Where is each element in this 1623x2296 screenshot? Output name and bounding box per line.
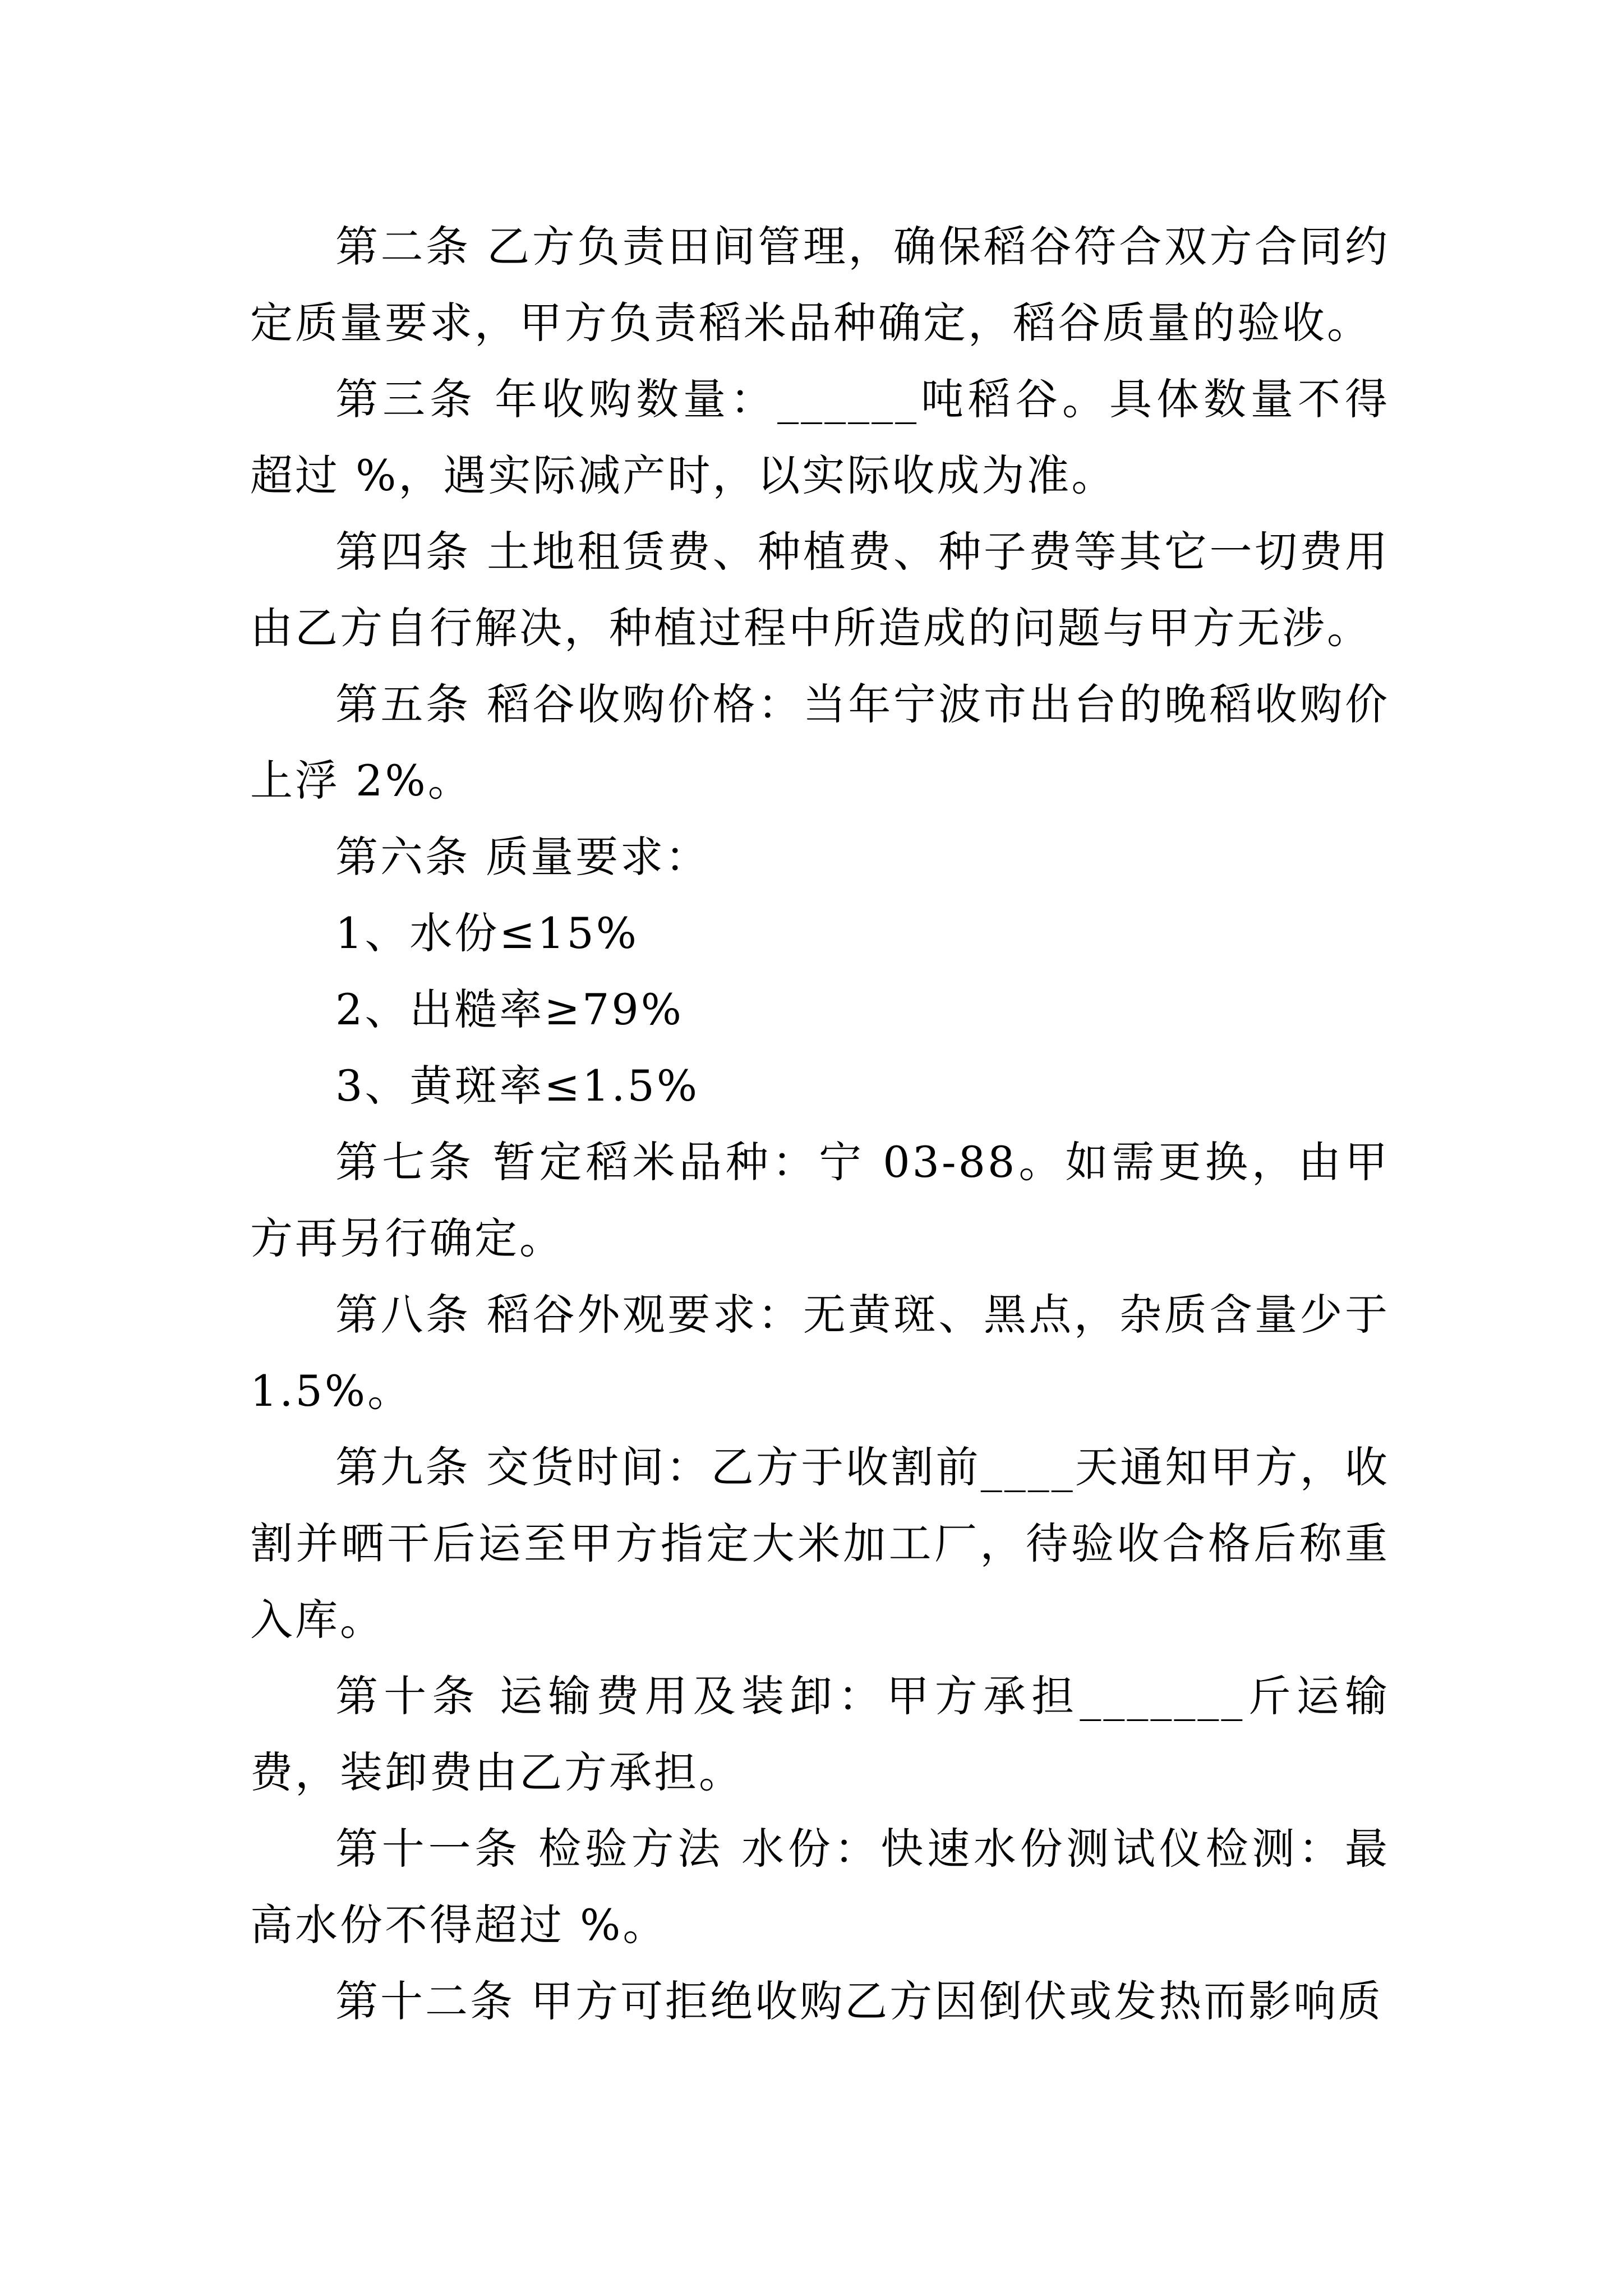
quality-item-moisture: 1、水份≤15%	[335, 908, 639, 958]
article-6-heading: 第六条 质量要求：	[335, 832, 711, 882]
article-9-paragraph: 第九条 交货时间：乙方于收割前____天通知甲方，收割并晒干后运至甲方指定大米加工厂，待验收合格后称重入库。	[250, 1442, 1390, 1645]
quality-item-yellow-spot-rate: 3、黄斑率≤1.5%	[335, 1061, 700, 1111]
article-12-paragraph: 第十二条 甲方可拒绝收购乙方因倒伏或发热而影响质	[335, 1976, 1384, 2026]
article-8-paragraph: 第八条 稻谷外观要求：无黄斑、黑点，杂质含量少于1.5%。	[250, 1290, 1390, 1416]
article-3-paragraph: 第三条 年收购数量：______吨稻谷。具体数量不得超过 %，遇实际减产时，以实际收成为准。	[250, 374, 1390, 500]
document-body	[250, 209, 1390, 2040]
article-7-paragraph: 第七条 暂定稻米品种：宁 03-88。如需更换，由甲方再另行确定。	[250, 1137, 1390, 1263]
article-10-paragraph: 第十条 运输费用及装卸：甲方承担_______斤运输费，装卸费由乙方承担。	[250, 1671, 1390, 1797]
article-2-paragraph: 第二条 乙方负责田间管理，确保稻谷符合双方合同约定质量要求，甲方负责稻米品种确定，稻谷质量的验收。	[250, 222, 1390, 348]
article-4-paragraph: 第四条 土地租赁费、种植费、种子费等其它一切费用由乙方自行解决，种植过程中所造成的问题与甲方无涉。	[250, 527, 1390, 653]
quality-item-husking-rate: 2、出糙率≥79%	[335, 984, 684, 1034]
article-5-paragraph: 第五条 稻谷收购价格：当年宁波市出台的晚稻收购价上浮 2%。	[250, 679, 1390, 806]
article-11-paragraph: 第十一条 检验方法 水份：快速水份测试仪检测：最高水份不得超过 %。	[250, 1824, 1390, 1950]
